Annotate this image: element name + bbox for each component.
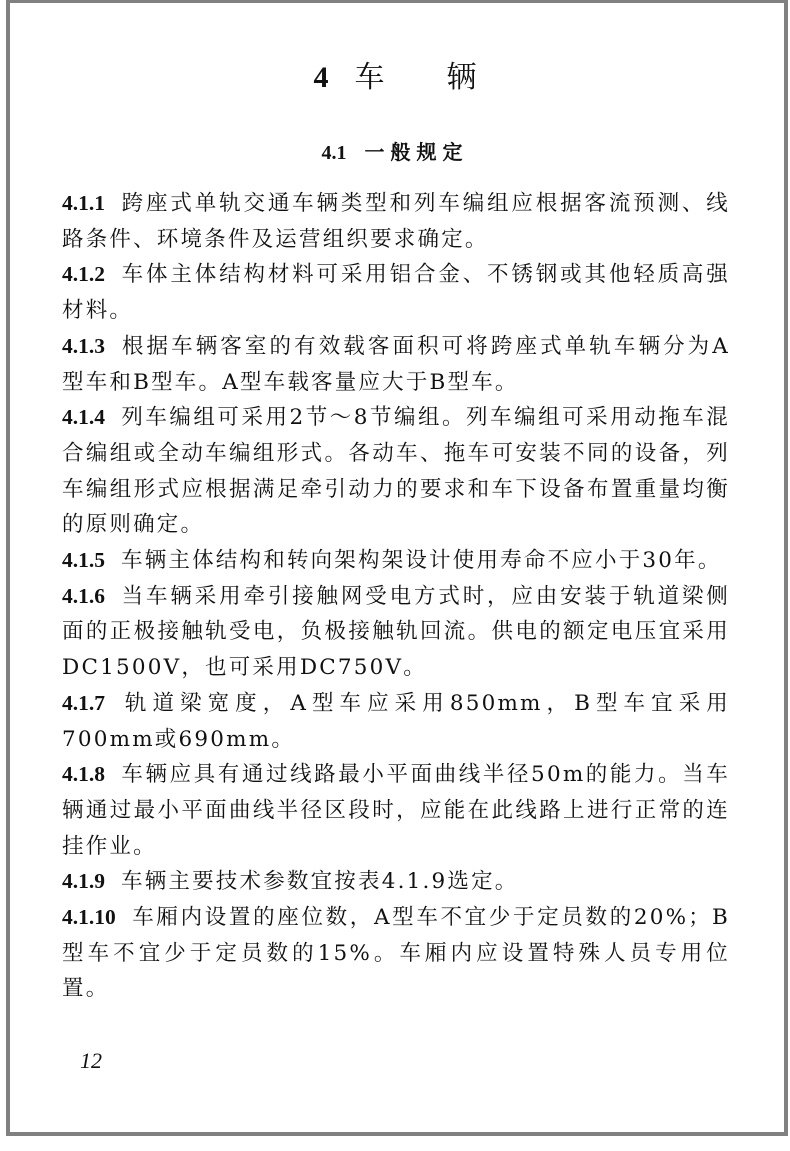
clause-label: 4.1.1 — [62, 191, 105, 215]
clause-label: 4.1.3 — [62, 333, 105, 358]
clause-text: 车体主体结构材料可采用铝合金、不锈钢或其他轻质高强材料。 — [62, 262, 730, 324]
section-title: 一般规定 — [364, 140, 469, 164]
clause-text: 当车辆采用牵引接触网受电方式时，应由安装于轨道梁侧面的正极接触轨受电，负极接触轨回流。供电的额定电压宜采用DC1500V，也可采用DC750V。 — [62, 583, 730, 681]
clause — [62, 900, 730, 1007]
clause — [62, 864, 730, 900]
clause — [62, 543, 730, 579]
clause — [62, 329, 730, 400]
clause — [62, 257, 730, 328]
section-heading — [0, 136, 790, 165]
clause-label: 4.1.6 — [62, 583, 105, 608]
chapter-number: 4 — [313, 61, 329, 94]
clause-label: 4.1.7 — [62, 690, 105, 715]
clause-label: 4.1.8 — [62, 762, 105, 787]
clause — [62, 757, 730, 864]
clause-text: 根据车辆客室的有效载客面积可将跨座式单轨车辆分为A型车和B型车。A型车载客量应大于B型车。 — [62, 333, 730, 395]
clause-text: 车辆主体结构和转向架构架设计使用寿命不应小于30年。 — [121, 548, 722, 574]
clause-label: 4.1.10 — [62, 905, 116, 930]
chapter-title-b: 辆 — [446, 60, 477, 95]
clause-text: 列车编组可采用2节～8节编组。列车编组可采用动拖车混合编组或全动车编组形式。各动车、拖车可安装不同的设备，列车编组形式应根据满足牵引动力的要求和车下设备布置重量均衡的原则确定。 — [62, 405, 730, 538]
clause-label: 4.1.5 — [62, 548, 105, 573]
clause-text: 跨座式单轨交通车辆类型和列车编组应根据客流预测、线路条件、环境条件及运营组织要求确定。 — [62, 191, 730, 252]
section-number: 4.1 — [321, 142, 347, 164]
chapter-title — [0, 52, 790, 96]
clause-list — [62, 186, 730, 1007]
clause-label: 4.1.4 — [62, 405, 105, 430]
clause-label: 4.1.2 — [62, 262, 105, 287]
page-number: 12 — [80, 1048, 102, 1073]
clause-text: 车辆主要技术参数宜按表4.1.9选定。 — [121, 869, 519, 895]
clause — [62, 579, 730, 686]
clause — [62, 186, 730, 257]
clause-text: 车辆应具有通过线路最小平面曲线半径50m的能力。当车辆通过最小平面曲线半径区段时，应能在此线路上进行正常的连挂作业。 — [62, 762, 730, 859]
chapter-title-a: 车 — [354, 60, 385, 95]
clause-text: 轨道梁宽度，A型车应采用850mm，B型车宜采用700mm或690mm。 — [62, 690, 730, 752]
clause-text: 车厢内设置的座位数，A型车不宜少于定员数的20%；B型车不宜少于定员数的15%。车厢内应设置特殊人员专用位置。 — [62, 905, 730, 1002]
clause — [62, 400, 730, 543]
clause-label: 4.1.9 — [62, 869, 105, 894]
clause — [62, 686, 730, 757]
